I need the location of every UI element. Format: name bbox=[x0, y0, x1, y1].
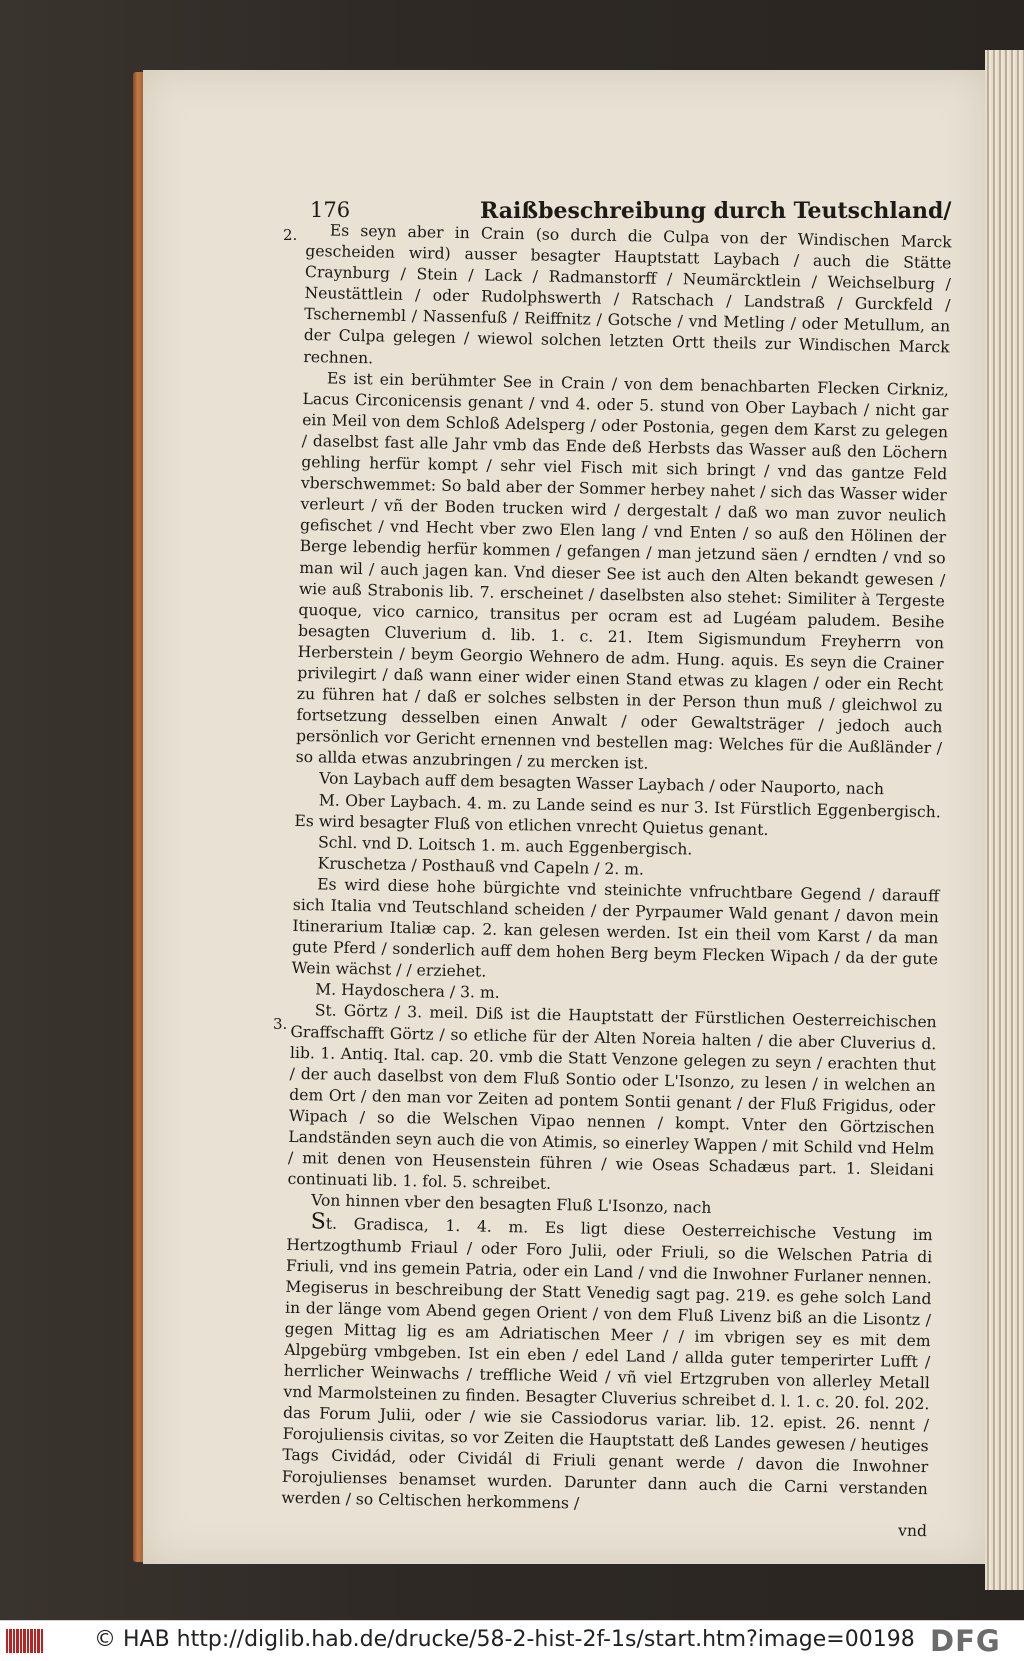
paragraph: M. Ober Laybach. 4. m. zu Lande seind es nur 3. Ist Fürstlich Eggenbergisch. Es wird besagter Fluß von etlichen vnrecht Quietus genant. bbox=[294, 790, 941, 839]
paragraph: Es seyn aber in Crain (so durch die Culpa von der Windischen Marck gescheiden wird) ausser besagter Hauptstatt Laybach / auch die Stätte Craynburg / Stein / Lack / Radmanstorff / Neumärcktlein / Weichselburg / Neustättlein / oder Rudolphswerth / Ratschach / Landstraß / Gurckfeld / Tschernembl / Nassenfuß / Reiffnitz / Gotsche / vnd Metling / oder Metullum, an der Culpa gelegen / wiewol solchen letzten Ortt theils zur Windischen Marck rechnen. bbox=[303, 221, 952, 367]
margin-marker: 3. bbox=[273, 1015, 288, 1033]
page-number: 176 bbox=[310, 198, 351, 222]
paragraph: St. Görtz / 3. meil. Diß ist die Hauptstatt der Fürstlichen Oesterreichischen Graffschafft Görtz / so etliche für der Alten Noreia halten / die aber Cluverius d. lib. 1. Antiq. Ital. cap. 20. vmb die Statt Venzone gelegen zu seyn / erachten thut / der auch daselbst von dem Fluß Sontio oder L'Isonzo, zu lesen / in welchen an dem Ort / den man vor Zeiten ad pontem Sontii genant / der Fluß Frigidus, oder Wipach / so die Welschen Vipao nennen / kompt. Vnter den Görtzischen Landständen seyn auch die von Atimis, so einerley Wappen / mit Schild vnd Helm / mit denen von Heusenstein führen / wie Oseas Schadæus part. 1. Sleidani continuati lib. 1. fol. 5. schreibet. bbox=[287, 1001, 937, 1194]
source-url[interactable]: © HAB http://diglib.hab.de/drucke/58-2-hist-2f-1s/start.htm?image=00198 bbox=[94, 1627, 915, 1652]
paragraph: Von hinnen vber den besagten Fluß L'Isonzo, nach bbox=[311, 1191, 712, 1218]
paragraph: Schl. vnd D. Loitsch 1. m. auch Eggenbergisch. bbox=[317, 833, 693, 859]
paragraph: Kruschetza / Posthauß vnd Capeln / 2. m. bbox=[317, 854, 645, 879]
library-logo-icon bbox=[6, 1629, 44, 1653]
paragraph: St. Gradisca, 1. 4. m. Es ligt diese Oesterreichische Vestung im Hertzogthumb Friaul / oder Foro Julii, oder Friuli, so die Welschen Patria di Friuli, vnd ins gemein Patria, oder ein Land / vnd die Inwohner Furlaner nennen. Megiserus in beschreibung der Statt Venedig sagt pag. 219. es gehe solch Land in der länge vom Abend gegen Orient / von dem Fluß Livenz biß an die Lisontz / gegen Mittag lig es am Adriatischen Meer / / im vbrigen sey es mit dem Alpgebürg vmbgeben. Ist ein eben / edel Land / allda guter temperirter Lufft / herrlicher Weinwachs / treffliche Weid / vñ viel Ertzgruben von allerley Metall vnd Marmolsteinen zu finden. Besagter Cluverius schreibet d. l. 1. c. 20. fol. 202. das Forum Julii, oder / wie sie Cassiodorus variar. lib. 12. epist. 26. nennt / Forojuliensis civitas, so vor Zeiten die Hauptstatt deß Landes gewesen / heutiges Tags Cividád, oder Cividál di Friuli genant werde / davon die Inwohner Forojulienses benamset wurden. Darunter dann auch die Carni verstanden werden / so Celtischen herkommens / bbox=[281, 1209, 933, 1513]
catchword: vnd bbox=[897, 1521, 928, 1540]
paragraph: Es ist ein berühmter See in Crain / von dem benachbarten Flecken Cirkniz, Lacus Circonicensis genant / vnd 4. oder 5. stund von Ober Laybach / nicht gar ein Meil von dem Schloß Adelsperg / oder Postonia, gegen dem Karst zu gelegen / daselbst fast alle Jahr vmb das Ende deß Herbsts das Wasser auß den Löchern gehling herfür kompt / sehr viel Fisch mit sich bringt / vnd das gantze Feld vberschwemmet: So bald aber der Sommer herbey nahet / sich das Wasser wider verleurt / vñ der Boden trucken wird / dergestalt / daß wo man zuvor neulich gefischet / vnd Hecht vber zwo Elen lang / vnd Enten / so auß den Hölinen der Berge lebendig herfür kommen / gefangen / man jetzund säen / erndten / vnd so man wil / auch jagen kan. Vnd dieser See ist auch den Alten bekandt gewesen / wie auß Strabonis lib. 7. erscheinet / daselbsten also stehet: Similiter à Tergeste quoque, vico carnico, transitus per ocram est ad Lugéam paludem. Besihe besagten Cluverium d. lib. 1. c. 21. Item Sigismundum Freyherrn von Herberstein / beym Georgio Wehnero de adm. Hung. aquis. Es seyn die Crainer privilegirt / daß wann einer wider einen Stand etwas zu klagen / oder ein Recht zu führen hat / daß er solches selbsten in der Person thun muß / gleichwol zu fortsetzung desselben einen Anwalt / oder Gewaltsträger / jedoch auch persönlich vor Gericht ernennen vnd bestellen mag: Welches für die Außländer / so allda etwas anzubringen / zu mercken ist. bbox=[295, 369, 950, 774]
body-text bbox=[281, 220, 952, 1540]
dfg-logo: DFG bbox=[930, 1624, 1001, 1658]
margin-marker: 2. bbox=[283, 226, 298, 244]
paragraph: Von Laybach auff dem besagten Wasser Laybach / oder Nauporto, nach bbox=[319, 769, 885, 799]
running-title: Raißbeschreibung durch Teutschland/ bbox=[480, 198, 952, 224]
viewer-footer bbox=[0, 1620, 1024, 1661]
paragraph: M. Haydoschera / 3. m. bbox=[315, 980, 500, 1003]
paragraph: Es wird diese hohe bürgichte vnd steinichte vnfruchtbare Gegend / darauff sich Italia vnd Teutschland scheiden / der Pyrpaumer Wald genant / davon mein Itinerarium Italiæ cap. 2. kan gelesen werden. Ist ein theil vom Karst / da man gute Pferd / sonderlich auff dem hohen Berg beym Flecken Wipach / da der gute Wein wächst / / erziehet. bbox=[291, 875, 940, 981]
page-edge-stack bbox=[985, 50, 1024, 1590]
